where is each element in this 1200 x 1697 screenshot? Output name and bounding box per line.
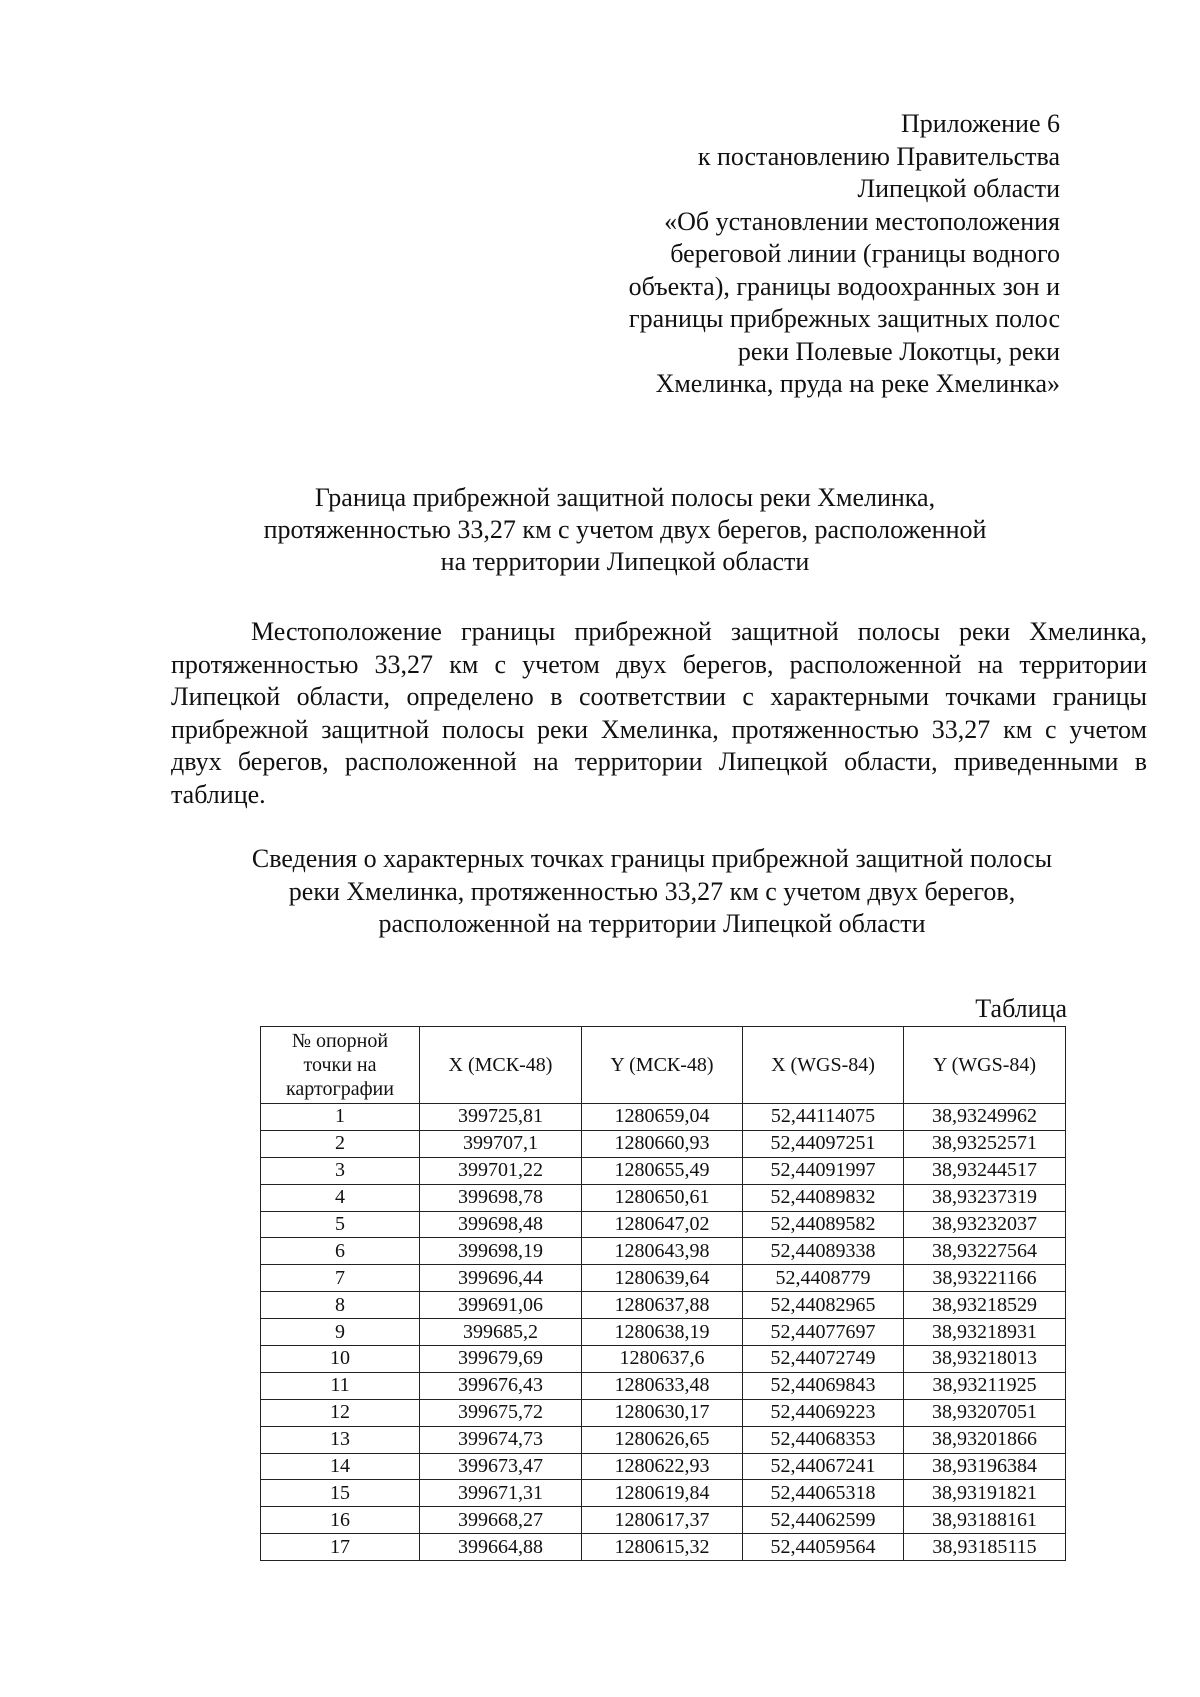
cell-y-wgs: 38,93237319 (904, 1184, 1066, 1211)
cell-y-wgs: 38,93218013 (904, 1346, 1066, 1373)
document-title (170, 482, 1080, 578)
appendix-line: береговой линии (границы водного (670, 239, 1060, 268)
cell-x-msk: 399674,73 (420, 1426, 582, 1453)
cell-y-wgs: 38,93244517 (904, 1157, 1066, 1184)
cell-point-number: 11 (261, 1372, 420, 1399)
cell-x-wgs: 52,44089582 (743, 1211, 904, 1238)
table-row (261, 1507, 1066, 1534)
title-line: протяженностью 33,27 км с учетом двух берегов, расположенной (263, 515, 987, 544)
appendix-line: к постановлению Правительства (697, 141, 1060, 171)
appendix-line: «Об установлении местоположения (664, 206, 1060, 236)
table-row (261, 1453, 1066, 1480)
title-line: Граница прибрежной защитной полосы реки Хмелинка, (314, 483, 936, 512)
cell-point-number: 12 (261, 1399, 420, 1426)
cell-point-number: 8 (261, 1292, 420, 1319)
cell-x-wgs: 52,44091997 (743, 1157, 904, 1184)
cell-y-msk: 1280647,02 (582, 1211, 743, 1238)
table-row (261, 1130, 1066, 1157)
cell-y-wgs: 38,93196384 (904, 1453, 1066, 1480)
cell-x-msk: 399673,47 (420, 1453, 582, 1480)
cell-y-msk: 1280622,93 (582, 1453, 743, 1480)
header-y-msk: Y (МСК-48) (582, 1027, 743, 1104)
title-line: на территории Липецкой области (440, 547, 810, 576)
cell-y-msk: 1280659,04 (582, 1104, 743, 1131)
cell-y-msk: 1280655,49 (582, 1157, 743, 1184)
coordinates-table (260, 1026, 1066, 1561)
cell-x-wgs: 52,44069223 (743, 1399, 904, 1426)
cell-y-msk: 1280630,17 (582, 1399, 743, 1426)
cell-y-msk: 1280650,61 (582, 1184, 743, 1211)
table-row (261, 1399, 1066, 1426)
cell-x-wgs: 52,44069843 (743, 1372, 904, 1399)
table-header-row (261, 1027, 1066, 1104)
cell-x-msk: 399668,27 (420, 1507, 582, 1534)
cell-x-msk: 399698,78 (420, 1184, 582, 1211)
cell-y-wgs: 38,93252571 (904, 1130, 1066, 1157)
cell-point-number: 6 (261, 1238, 420, 1265)
cell-y-wgs: 38,93232037 (904, 1211, 1066, 1238)
cell-y-msk: 1280633,48 (582, 1372, 743, 1399)
cell-y-wgs: 38,93211925 (904, 1372, 1066, 1399)
appendix-line: Приложение 6 (900, 109, 1060, 138)
table-row (261, 1372, 1066, 1399)
cell-point-number: 2 (261, 1130, 420, 1157)
cell-x-wgs: 52,44077697 (743, 1319, 904, 1346)
cell-y-wgs: 38,93218931 (904, 1319, 1066, 1346)
cell-x-msk: 399671,31 (420, 1480, 582, 1507)
cell-point-number: 1 (261, 1104, 420, 1131)
cell-y-msk: 1280615,32 (582, 1534, 743, 1561)
cell-y-wgs: 38,93201866 (904, 1426, 1066, 1453)
cell-x-wgs: 52,44089338 (743, 1238, 904, 1265)
cell-x-wgs: 52,44082965 (743, 1292, 904, 1319)
cell-y-wgs: 38,93227564 (904, 1238, 1066, 1265)
cell-y-msk: 1280637,6 (582, 1346, 743, 1373)
cell-x-wgs: 52,44062599 (743, 1507, 904, 1534)
cell-point-number: 14 (261, 1453, 420, 1480)
cell-y-wgs: 38,93188161 (904, 1507, 1066, 1534)
cell-x-msk: 399685,2 (420, 1319, 582, 1346)
cell-point-number: 4 (261, 1184, 420, 1211)
header-point-number (261, 1027, 420, 1104)
table-row (261, 1104, 1066, 1131)
table-row (261, 1319, 1066, 1346)
cell-x-msk: 399696,44 (420, 1265, 582, 1292)
cell-y-wgs: 38,93185115 (904, 1534, 1066, 1561)
header-x-wgs: X (WGS-84) (743, 1027, 904, 1104)
cell-x-wgs: 52,4408779 (743, 1265, 904, 1292)
table-caption (200, 843, 1104, 941)
table-row (261, 1265, 1066, 1292)
cell-x-msk: 399679,69 (420, 1346, 582, 1373)
cell-y-msk: 1280626,65 (582, 1426, 743, 1453)
header-x-msk: X (МСК-48) (420, 1027, 582, 1104)
cell-point-number: 17 (261, 1534, 420, 1561)
table-label: Таблица (975, 994, 1067, 1023)
cell-x-wgs: 52,44114075 (743, 1104, 904, 1131)
table-body (261, 1104, 1066, 1561)
cell-point-number: 15 (261, 1480, 420, 1507)
table-row (261, 1238, 1066, 1265)
caption-line: Сведения о характерных точках границы прибрежной защитной полосы (251, 844, 1053, 873)
cell-y-wgs: 38,93191821 (904, 1480, 1066, 1507)
cell-x-msk: 399698,48 (420, 1211, 582, 1238)
appendix-line: границы прибрежных защитных полос (628, 304, 1060, 333)
cell-x-wgs: 52,44072749 (743, 1346, 904, 1373)
cell-point-number: 16 (261, 1507, 420, 1534)
table-row (261, 1426, 1066, 1453)
cell-x-wgs: 52,44068353 (743, 1426, 904, 1453)
cell-x-msk: 399701,22 (420, 1157, 582, 1184)
table-row (261, 1292, 1066, 1319)
appendix-line: реки Полевые Локотцы, реки (737, 336, 1060, 366)
cell-point-number: 5 (261, 1211, 420, 1238)
cell-x-wgs: 52,44065318 (743, 1480, 904, 1507)
appendix-line: Хмелинка, пруда на реке Хмелинка» (655, 369, 1060, 398)
cell-x-wgs: 52,44059564 (743, 1534, 904, 1561)
table-row (261, 1211, 1066, 1238)
cell-y-msk: 1280643,98 (582, 1238, 743, 1265)
cell-y-msk: 1280617,37 (582, 1507, 743, 1534)
appendix-line: Липецкой области (857, 174, 1060, 203)
appendix-line: объекта), границы водоохранных зон и (628, 271, 1060, 301)
cell-y-msk: 1280639,64 (582, 1265, 743, 1292)
caption-line: расположенной на территории Липецкой области (378, 909, 926, 938)
cell-y-wgs: 38,93218529 (904, 1292, 1066, 1319)
table-row (261, 1534, 1066, 1561)
table-row (261, 1346, 1066, 1373)
cell-y-msk: 1280660,93 (582, 1130, 743, 1157)
cell-y-wgs: 38,93249962 (904, 1104, 1066, 1131)
cell-x-msk: 399675,72 (420, 1399, 582, 1426)
cell-x-wgs: 52,44097251 (743, 1130, 904, 1157)
cell-y-msk: 1280638,19 (582, 1319, 743, 1346)
cell-point-number: 9 (261, 1319, 420, 1346)
cell-y-msk: 1280619,84 (582, 1480, 743, 1507)
cell-point-number: 7 (261, 1265, 420, 1292)
cell-x-msk: 399676,43 (420, 1372, 582, 1399)
header-text: № опорной точки на картографии (286, 1030, 394, 1100)
header-y-wgs: Y (WGS-84) (904, 1027, 1066, 1104)
body-paragraph: Местоположение границы прибрежной защитной полосы реки Хмелинка, протяженностью 33,27 км с учетом двух берегов, расположенной на территории Липецкой области, определено в соответствии с характерными точками границы прибрежной защитной полосы реки Хмелинка, протяженностью 33,27 км с учетом двух берегов, расположенной на территории Липецкой области, приведенными в таблице. (171, 617, 1147, 809)
cell-y-msk: 1280637,88 (582, 1292, 743, 1319)
cell-y-wgs: 38,93221166 (904, 1265, 1066, 1292)
table-row (261, 1157, 1066, 1184)
cell-x-msk: 399698,19 (420, 1238, 582, 1265)
cell-x-msk: 399691,06 (420, 1292, 582, 1319)
caption-line: реки Хмелинка, протяженностью 33,27 км с учетом двух берегов, (288, 876, 1016, 906)
table-row (261, 1480, 1066, 1507)
cell-point-number: 13 (261, 1426, 420, 1453)
appendix-header (540, 108, 1060, 401)
cell-point-number: 10 (261, 1346, 420, 1373)
cell-y-wgs: 38,93207051 (904, 1399, 1066, 1426)
cell-point-number: 3 (261, 1157, 420, 1184)
table-row (261, 1184, 1066, 1211)
cell-x-msk: 399725,81 (420, 1104, 582, 1131)
cell-x-msk: 399707,1 (420, 1130, 582, 1157)
cell-x-msk: 399664,88 (420, 1534, 582, 1561)
cell-x-wgs: 52,44067241 (743, 1453, 904, 1480)
cell-x-wgs: 52,44089832 (743, 1184, 904, 1211)
